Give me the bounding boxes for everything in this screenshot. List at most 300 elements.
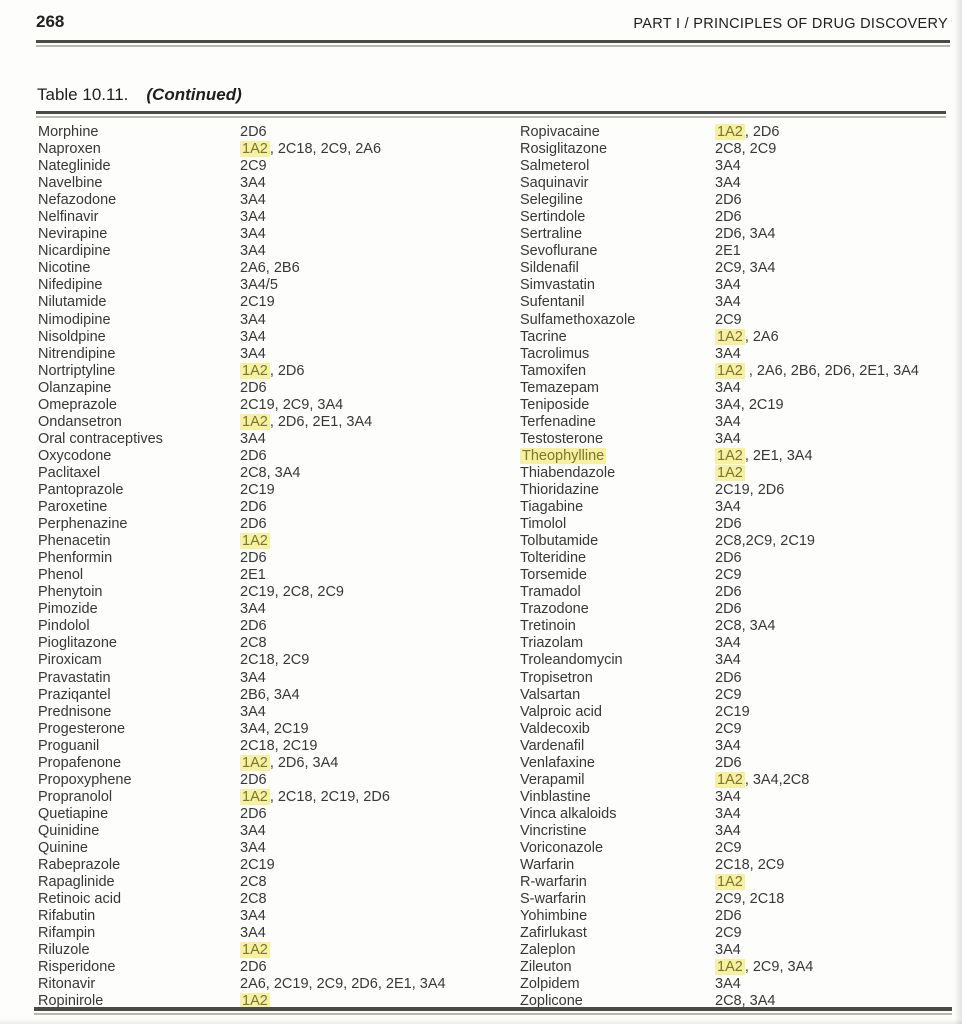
enzyme-list (240, 823, 520, 839)
drug-name: Tamoxifen (520, 362, 587, 379)
enzyme-list (715, 158, 947, 174)
drug-name: Nefazodone (38, 192, 117, 209)
enzyme-text: 3A4 (715, 822, 741, 839)
enzyme-text: 2C9 (715, 686, 742, 703)
enzyme-list (715, 397, 947, 413)
drug-name: Rifabutin (38, 908, 96, 925)
drug-name: Olanzapine (38, 379, 112, 396)
highlighted-enzyme: 1A2 (717, 874, 743, 891)
drug-name: Pioglitazone (38, 635, 117, 652)
enzyme-text: 3A4 (240, 175, 266, 192)
drug-name: Tiagabine (520, 499, 584, 516)
enzyme-text: 3A4 (715, 430, 741, 447)
enzyme-text: 2C8, 3A4 (715, 618, 776, 635)
drug-name: Timolol (520, 516, 567, 533)
enzyme-list (240, 687, 520, 703)
enzyme-list (715, 976, 947, 992)
enzyme-list (715, 670, 947, 686)
table-column (520, 124, 947, 1010)
enzyme-list (715, 516, 947, 532)
enzyme-text: 3A4 (715, 294, 741, 311)
enzyme-text: 2C9 (715, 567, 742, 584)
enzyme-text: 3A4 (715, 277, 741, 294)
drug-name: Risperidone (38, 959, 116, 976)
enzyme-list (240, 738, 520, 754)
enzyme-text: 3A4 (240, 669, 266, 686)
enzyme-text: 2D6 (240, 499, 267, 516)
drug-name: Pimozide (38, 601, 98, 618)
enzyme-text: 3A4 (240, 925, 266, 942)
drug-name: Phenytoin (38, 584, 103, 601)
enzyme-text: 3A4 (240, 430, 266, 447)
enzyme-list (240, 652, 520, 668)
enzyme-list (715, 414, 947, 430)
enzyme-list (715, 857, 947, 873)
enzyme-text: 3A4 (715, 413, 741, 430)
enzyme-list (240, 397, 520, 413)
drug-name: Piroxicam (38, 652, 102, 669)
drug-name: Quinine (38, 839, 88, 856)
highlighted-enzyme: 1A2 (717, 362, 743, 379)
enzyme-list (715, 550, 947, 566)
enzyme-list (715, 277, 947, 293)
enzyme-text: 3A4 (240, 345, 266, 362)
highlighted-enzyme: 1A2 (717, 328, 743, 345)
enzyme-list (715, 226, 947, 242)
enzyme-list (240, 243, 520, 259)
drug-name: Pindolol (38, 618, 90, 635)
enzyme-list (240, 857, 520, 873)
drug-name: Progesterone (38, 720, 126, 737)
enzyme-list (715, 312, 947, 328)
enzyme-text: 3A4 (240, 243, 266, 260)
enzyme-text: 2D6 (715, 192, 742, 209)
highlighted-enzyme: 1A2 (717, 464, 743, 481)
enzyme-list (240, 499, 520, 515)
highlighted-enzyme: 1A2 (242, 942, 268, 959)
enzyme-list (240, 226, 520, 242)
running-head: PART I / PRINCIPLES OF DRUG DISCOVERY (633, 16, 948, 32)
drug-name: Riluzole (38, 942, 90, 959)
enzyme-list (715, 942, 947, 958)
drug-name: Navelbine (38, 175, 103, 192)
enzyme-text: 2C9 (715, 925, 742, 942)
enzyme-text: 2D6 (240, 516, 267, 533)
enzyme-list (240, 141, 520, 157)
enzyme-text: 2C8, 3A4 (715, 993, 776, 1010)
enzyme-list (240, 363, 520, 379)
enzyme-list (715, 124, 947, 140)
enzyme-list (715, 908, 947, 924)
enzyme-text: 2C9 (715, 720, 742, 737)
enzyme-list (715, 329, 947, 345)
enzyme-list (240, 124, 520, 140)
drug-name: Tropisetron (520, 669, 593, 686)
enzyme-list (240, 482, 520, 498)
enzyme-list (240, 618, 520, 634)
enzyme-text: 2D6 (240, 959, 267, 976)
enzyme-text: 2D6 (240, 618, 267, 635)
enzyme-list (715, 601, 947, 617)
highlighted-enzyme: 1A2 (717, 959, 743, 976)
enzyme-text: 2C19 (240, 294, 275, 311)
drug-name: Tacrolimus (520, 345, 590, 362)
drug-name: Nicardipine (38, 243, 111, 260)
drug-name: Tramadol (520, 584, 581, 601)
drug-name: Propranolol (38, 788, 113, 805)
drug-name: Proguanil (38, 737, 100, 754)
drug-name: Paroxetine (38, 499, 108, 516)
enzyme-list (715, 635, 947, 651)
enzyme-text: 2C18, 2C9 (240, 652, 310, 669)
drug-name: Tretinoin (520, 618, 576, 635)
enzyme-list (240, 601, 520, 617)
enzyme-text: 3A4, 2C19 (240, 720, 309, 737)
header-rule (36, 40, 950, 47)
drug-name: Nateglinide (38, 158, 111, 175)
enzyme-text: 2D6 (715, 209, 742, 226)
page-number: 268 (36, 12, 65, 31)
drug-name: Ropinirole (38, 993, 104, 1010)
enzyme-list (240, 721, 520, 737)
page-header (36, 12, 948, 32)
drug-name: Nifedipine (38, 277, 103, 294)
drug-name: S-warfarin (520, 891, 587, 908)
drug-name: Naproxen (38, 141, 101, 158)
drug-name: Temazepam (520, 379, 599, 396)
drug-name: Saquinavir (520, 175, 589, 192)
enzyme-list (240, 346, 520, 362)
enzyme-list (240, 635, 520, 651)
drug-name: Rabeprazole (38, 857, 121, 874)
enzyme-text: , 2D6, 3A4 (269, 754, 339, 771)
enzyme-list (240, 158, 520, 174)
enzyme-text: 3A4 (240, 822, 266, 839)
enzyme-list (240, 380, 520, 396)
enzyme-list (715, 175, 947, 191)
drug-name: Rapaglinide (38, 874, 115, 891)
drug-name: Sertraline (520, 226, 583, 243)
highlighted-enzyme: 1A2 (242, 533, 268, 550)
enzyme-text: 2D6, 3A4 (715, 226, 776, 243)
drug-name: Zileuton (520, 959, 572, 976)
drug-name: Salmeterol (520, 158, 590, 175)
enzyme-list (240, 329, 520, 345)
enzyme-text: 2D6 (715, 754, 742, 771)
enzyme-list (240, 533, 520, 549)
enzyme-text: 3A4 (715, 345, 741, 362)
enzyme-text: 2D6 (715, 601, 742, 618)
enzyme-list (715, 482, 947, 498)
drug-name: Yohimbine (520, 908, 588, 925)
enzyme-list (240, 312, 520, 328)
enzyme-text: 2C9, 3A4 (715, 260, 776, 277)
enzyme-text: 3A4 (240, 226, 266, 243)
drug-name: Troleandomycin (520, 652, 623, 669)
enzyme-text: 3A4 (715, 635, 741, 652)
drug-name: Propafenone (38, 754, 122, 771)
table-top-rule (36, 111, 946, 118)
enzyme-list (715, 652, 947, 668)
drug-name: Retinoic acid (38, 891, 122, 908)
enzyme-text: , 3A4,2C8 (744, 771, 810, 788)
enzyme-text: 3A4 (715, 175, 741, 192)
enzyme-text: 2D6 (240, 447, 267, 464)
drug-name: Nortriptyline (38, 362, 116, 379)
scan-edge-shadow (0, 1019, 962, 1024)
drug-name: Morphine (38, 124, 99, 140)
enzyme-list (240, 465, 520, 481)
enzyme-list (715, 260, 947, 276)
enzyme-text: 3A4 (715, 942, 741, 959)
enzyme-list (715, 687, 947, 703)
enzyme-text: 2D6 (240, 805, 267, 822)
enzyme-list (715, 380, 947, 396)
enzyme-text: , 2D6 (269, 362, 305, 379)
enzyme-list (715, 584, 947, 600)
enzyme-list (240, 431, 520, 447)
enzyme-text: 2C19 (240, 481, 275, 498)
drug-name: Zaleplon (520, 942, 576, 959)
drug-name: Selegiline (520, 192, 583, 209)
enzyme-list (240, 840, 520, 856)
drug-name: Teniposide (520, 396, 590, 413)
enzyme-list (240, 925, 520, 941)
enzyme-list (240, 448, 520, 464)
drug-name: Nicotine (38, 260, 91, 277)
enzyme-text: 2C8,2C9, 2C19 (715, 533, 815, 550)
enzyme-list (240, 516, 520, 532)
enzyme-list (715, 465, 947, 481)
drug-name: Oral contraceptives (38, 430, 163, 447)
drug-name: Vincristine (520, 822, 587, 839)
enzyme-text: 2C8 (240, 891, 267, 908)
enzyme-text: 2C8 (240, 874, 267, 891)
drug-name: Ritonavir (38, 976, 96, 993)
drug-name: Rifampin (38, 925, 96, 942)
drug-name: Nilutamide (38, 294, 107, 311)
highlighted-drug-name: Theophylline (522, 447, 605, 464)
table-label: Table 10.11. (37, 85, 129, 104)
drug-name: Verapamil (520, 771, 585, 788)
enzyme-list (715, 738, 947, 754)
enzyme-text: , 2D6, 2E1, 3A4 (269, 413, 373, 430)
drug-name: Quetiapine (38, 805, 109, 822)
enzyme-text: 3A4 (240, 908, 266, 925)
enzyme-text: 3A4 (715, 379, 741, 396)
enzyme-text: 3A4, 2C19 (715, 396, 784, 413)
drug-name: Ondansetron (38, 413, 122, 430)
highlighted-enzyme: 1A2 (717, 124, 743, 140)
drug-name: Nimodipine (38, 311, 111, 328)
enzyme-text: 3A4 (715, 652, 741, 669)
enzyme-list (240, 874, 520, 890)
enzyme-list (715, 806, 947, 822)
enzyme-list (715, 431, 947, 447)
drug-name: Testosterone (520, 430, 604, 447)
enzyme-list (715, 704, 947, 720)
drug-name: Nitrendipine (38, 345, 116, 362)
enzyme-text: 2D6 (240, 771, 267, 788)
drug-name: Sufentanil (520, 294, 585, 311)
drug-name: Rosiglitazone (520, 141, 608, 158)
enzyme-list (715, 533, 947, 549)
enzyme-list (240, 277, 520, 293)
enzyme-list (240, 209, 520, 225)
enzyme-list (240, 908, 520, 924)
drug-name: Simvastatin (520, 277, 595, 294)
enzyme-text: 3A4 (715, 737, 741, 754)
enzyme-list (715, 192, 947, 208)
table-bottom-rule (34, 1007, 952, 1015)
drug-name: Nisoldpine (38, 328, 106, 345)
enzyme-text: , 2C18, 2C19, 2D6 (269, 788, 390, 805)
enzyme-text: 2C19, 2C9, 3A4 (240, 396, 344, 413)
enzyme-list (715, 294, 947, 310)
enzyme-text: 2C19 (715, 703, 750, 720)
enzyme-text: 2D6 (240, 550, 267, 567)
enzyme-text: 2D6 (240, 124, 267, 140)
drug-name: Tacrine (520, 328, 567, 345)
enzyme-text: 2D6 (240, 379, 267, 396)
drug-name: Zoplicone (520, 993, 583, 1010)
drug-name: Triazolam (520, 635, 584, 652)
drug-name: Warfarin (520, 857, 575, 874)
table-continued-label: (Continued) (146, 85, 242, 104)
drug-name: Pantoprazole (38, 481, 124, 498)
drug-name: Voriconazole (520, 839, 604, 856)
enzyme-text: , 2A6 (744, 328, 779, 345)
highlighted-enzyme: 1A2 (242, 141, 268, 158)
drug-name: Zafirlukast (520, 925, 587, 942)
enzyme-text: 2D6 (715, 908, 742, 925)
drug-name: Thioridazine (520, 481, 599, 498)
enzyme-list (240, 260, 520, 276)
enzyme-list (240, 704, 520, 720)
enzyme-list (240, 891, 520, 907)
enzyme-list (240, 550, 520, 566)
enzyme-list (715, 448, 947, 464)
enzyme-text: 2C9 (715, 311, 742, 328)
drug-name: R-warfarin (520, 874, 587, 891)
enzyme-list (715, 789, 947, 805)
enzyme-list (715, 346, 947, 362)
enzyme-list (715, 891, 947, 907)
drug-name: Terfenadine (520, 413, 596, 430)
enzyme-text: 2D6 (715, 584, 742, 601)
table-column (38, 124, 520, 1010)
enzyme-list (715, 925, 947, 941)
enzyme-text: 2C8 (240, 635, 267, 652)
enzyme-text: 2C8, 2C9 (715, 141, 777, 158)
highlighted-enzyme: 1A2 (717, 447, 743, 464)
drug-name: Sevoflurane (520, 243, 598, 260)
drug-name: Nevirapine (38, 226, 108, 243)
enzyme-text: 3A4 (240, 839, 266, 856)
enzyme-text: 3A4 (240, 311, 266, 328)
enzyme-list (715, 499, 947, 515)
enzyme-list (715, 874, 947, 890)
enzyme-text: 2C19, 2D6 (715, 481, 785, 498)
enzyme-text: 3A4 (715, 158, 741, 175)
enzyme-list (240, 789, 520, 805)
enzyme-text: 3A4 (715, 976, 741, 993)
enzyme-list (715, 141, 947, 157)
drug-name: Vardenafil (520, 737, 585, 754)
drug-name: Nelfinavir (38, 209, 99, 226)
drug-name: Venlafaxine (520, 754, 595, 771)
enzyme-text: , 2D6 (744, 124, 780, 140)
enzyme-text: 3A4 (715, 499, 741, 516)
enzyme-text: 2A6, 2C19, 2C9, 2D6, 2E1, 3A4 (240, 976, 446, 993)
enzyme-text: , 2A6, 2B6, 2D6, 2E1, 3A4 (744, 362, 919, 379)
enzyme-list (715, 840, 947, 856)
drug-name (520, 448, 715, 464)
drug-name: Perphenazine (38, 516, 128, 533)
highlighted-enzyme: 1A2 (717, 771, 743, 788)
enzyme-list (715, 243, 947, 259)
enzyme-list (240, 755, 520, 771)
enzyme-text: 3A4 (240, 209, 266, 226)
enzyme-list (240, 670, 520, 686)
drug-name: Phenacetin (38, 533, 111, 550)
drug-name: Oxycodone (38, 447, 112, 464)
enzyme-text: 2C8, 3A4 (240, 464, 301, 481)
enzyme-text: 3A4 (715, 805, 741, 822)
enzyme-text: 3A4 (715, 788, 741, 805)
enzyme-text: 2C19 (240, 857, 275, 874)
drug-name: Phenformin (38, 550, 113, 567)
drug-name: Paclitaxel (38, 464, 101, 481)
highlighted-enzyme: 1A2 (242, 362, 268, 379)
highlighted-enzyme: 1A2 (242, 788, 268, 805)
enzyme-list (715, 618, 947, 634)
drug-name: Propoxyphene (38, 771, 132, 788)
enzyme-text: 2E1 (240, 567, 266, 584)
drug-name: Sertindole (520, 209, 586, 226)
enzyme-text: 2C9 (715, 839, 742, 856)
enzyme-list (715, 772, 947, 788)
enzyme-text: 2C19, 2C8, 2C9 (240, 584, 344, 601)
enzyme-list (715, 755, 947, 771)
enzyme-list (240, 414, 520, 430)
enzyme-text: 2C9, 2C18 (715, 891, 785, 908)
drug-name: Praziqantel (38, 686, 111, 703)
enzyme-text: 2E1 (715, 243, 741, 260)
drug-name: Valproic acid (520, 703, 602, 720)
enzyme-text: , 2E1, 3A4 (744, 447, 813, 464)
enzyme-text: 2D6 (715, 516, 742, 533)
drug-name: Zolpidem (520, 976, 580, 993)
enzyme-list (715, 567, 947, 583)
drug-name: Valsartan (520, 686, 581, 703)
drug-name: Prednisone (38, 703, 112, 720)
enzyme-list (715, 823, 947, 839)
drug-name: Pravastatin (38, 669, 111, 686)
enzyme-text: 2C18, 2C9 (715, 857, 785, 874)
enzyme-text: 2D6 (715, 550, 742, 567)
enzyme-text: 3A4 (240, 328, 266, 345)
enzyme-list (240, 959, 520, 975)
drug-name: Phenol (38, 567, 84, 584)
enzyme-text: 2B6, 3A4 (240, 686, 300, 703)
enzyme-list (715, 721, 947, 737)
enzyme-list (240, 772, 520, 788)
enzyme-list (240, 942, 520, 958)
drug-name: Trazodone (520, 601, 589, 618)
drug-name: Tolbutamide (520, 533, 599, 550)
enzyme-list (715, 209, 947, 225)
